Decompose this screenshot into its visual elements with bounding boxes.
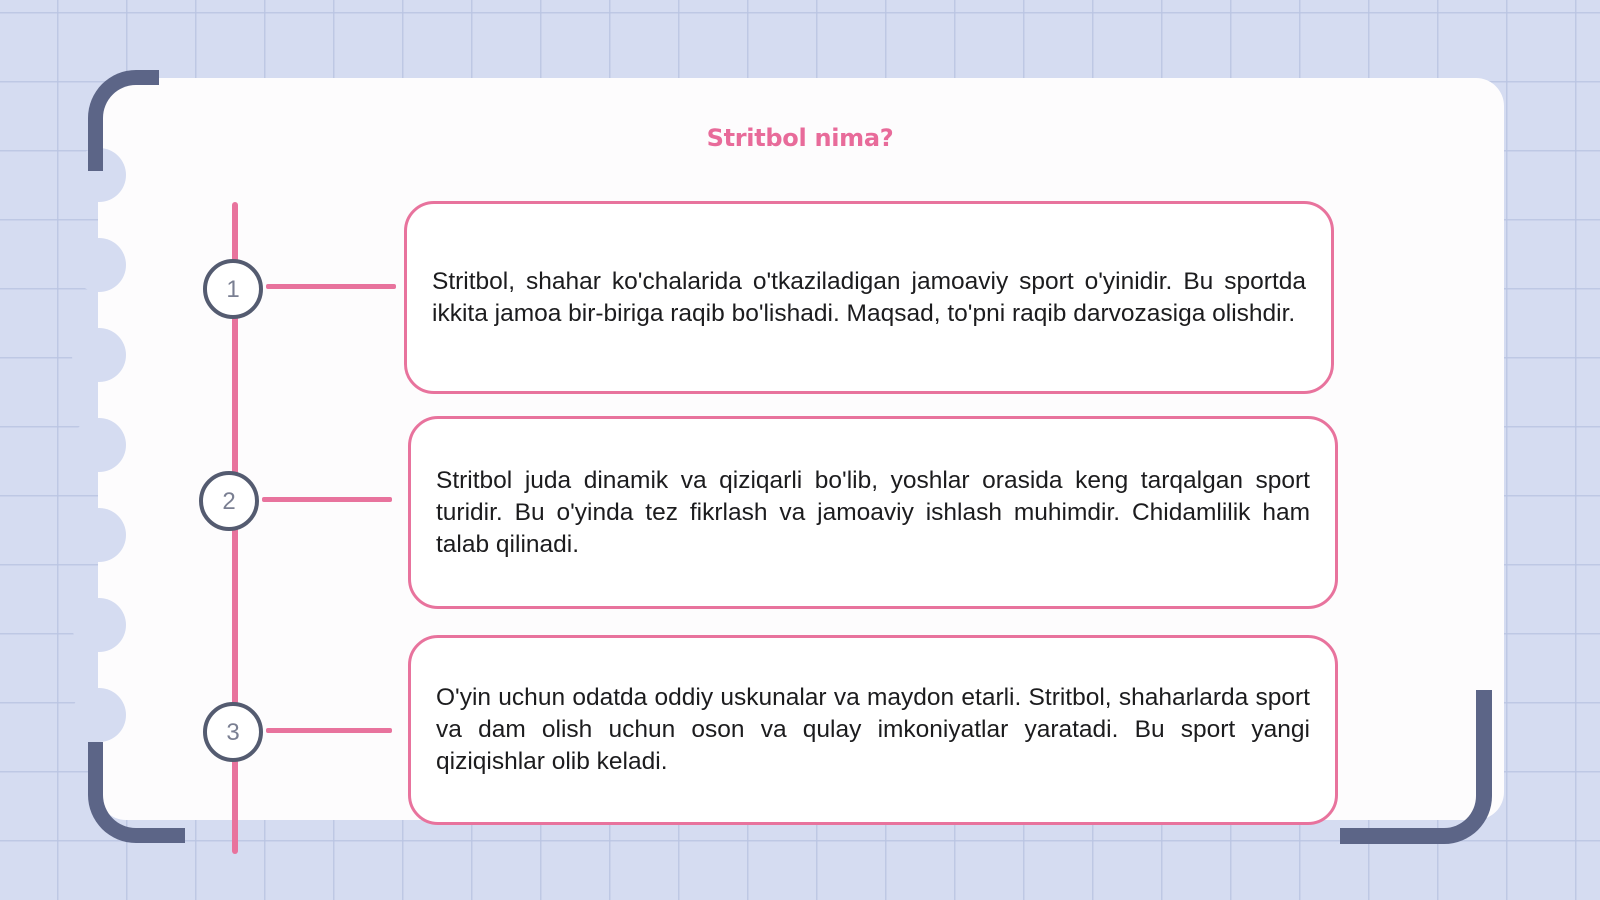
binder-hole [72, 688, 126, 742]
frame-corner-bottom-left [88, 742, 185, 843]
step-card-2 [408, 416, 1338, 609]
binder-hole [72, 508, 126, 562]
binder-hole [72, 598, 126, 652]
step-number-1: 1 [203, 259, 263, 319]
step-number-3: 3 [203, 702, 263, 762]
step-card-3 [408, 635, 1338, 825]
frame-corner-top-left [88, 70, 159, 171]
binder-hole [72, 418, 126, 472]
frame-corner-bottom-right [1340, 690, 1492, 844]
step-number-2: 2 [199, 471, 259, 531]
step-card-1 [404, 201, 1334, 394]
binder-hole [72, 328, 126, 382]
timeline-connector-1 [266, 284, 396, 289]
timeline-connector-2 [262, 497, 392, 502]
step-text-2: Stritbol juda dinamik va qiziqarli bo'lib, yoshlar orasida keng tarqalgan sport turidir. Bu o'yinda tez fikrlash va jamoaviy ishlash muhimdir. Chidamlilik ham talab qilinadi. [436, 466, 1310, 558]
step-text-3: O'yin uchun odatda oddiy uskunalar va maydon etarli. Stritbol, shaharlarda sport va dam olish uchun oson va qulay imkoniyatlar yaratadi. Bu sport yangi qiziqishlar olib keladi. [436, 684, 1310, 775]
binder-hole [72, 238, 126, 292]
step-text-1: Stritbol, shahar ko'chalarida o'tkaziladigan jamoaviy sport o'yinidir. Bu sportda ikkita jamoa bir-biriga raqib bo'lishadi. Maqsad, to'pni raqib darvozasiga olishdir. [432, 267, 1306, 327]
slide-title: Stritbol nima? [706, 124, 894, 152]
timeline-connector-3 [266, 728, 392, 733]
